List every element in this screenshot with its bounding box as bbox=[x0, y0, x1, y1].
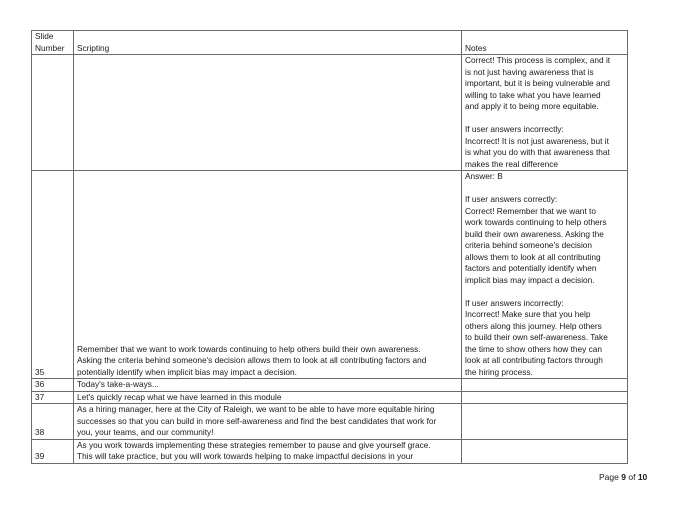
page-number bbox=[599, 472, 647, 482]
current-page: 9 bbox=[621, 472, 626, 482]
notes-header: Notes bbox=[462, 31, 628, 55]
scripting-cell bbox=[74, 439, 462, 463]
notes-line: is not just having awareness that is bbox=[465, 66, 594, 77]
scripting-line: As a hiring manager, here at the City of Raleigh, we want to be able to have more equitable hiring bbox=[77, 404, 435, 414]
slide-number-header bbox=[32, 31, 74, 55]
table-row bbox=[32, 379, 628, 392]
notes-line: implicit bias may impact a decision. bbox=[465, 274, 595, 285]
notes-line: and apply it to being more equitable. bbox=[465, 101, 599, 111]
notes-line: important, but it is being vulnerable and bbox=[465, 78, 610, 88]
notes-line bbox=[465, 286, 624, 298]
notes-line: makes the real difference bbox=[465, 158, 559, 169]
notes-line: Incorrect! Make sure that you help bbox=[465, 309, 591, 319]
notes-line: build their own awareness. Asking the bbox=[465, 228, 604, 239]
scripting-line: Remember that we want to work towards continuing to help others build their own awareness. bbox=[77, 343, 421, 354]
scripting-cell bbox=[74, 171, 462, 379]
table-row bbox=[32, 391, 628, 404]
slide-number-cell: 38 bbox=[32, 404, 74, 440]
scripting-line: successes so that you can build in more self-awareness and find the best candidates that work for bbox=[77, 415, 437, 426]
slide-number-cell: 37 bbox=[32, 391, 74, 404]
scripting-line: This will take practice, but you will work towards helping to make impactful decisions in your bbox=[77, 451, 414, 461]
notes-line: If user answers incorrectly: bbox=[465, 297, 564, 308]
scripting-line: Let's quickly recap what we have learned in this module bbox=[77, 391, 282, 402]
notes-line: others along this journey. Help others bbox=[465, 320, 602, 331]
notes-line: If user answers incorrectly: bbox=[465, 124, 564, 134]
table-row bbox=[32, 439, 628, 463]
scripting-line: you, your teams, and our community! bbox=[77, 427, 214, 437]
scripting-cell bbox=[74, 391, 462, 404]
total-pages: 10 bbox=[637, 472, 648, 482]
slide-number-cell: 35 bbox=[32, 171, 74, 379]
of-label: of bbox=[628, 472, 636, 482]
scripting-line: potentially identify when implicit bias may impact a decision. bbox=[77, 366, 297, 377]
notes-cell bbox=[462, 171, 628, 379]
scripting-line: Today's take-a-ways... bbox=[77, 379, 159, 389]
table-row bbox=[32, 171, 628, 379]
notes-cell bbox=[462, 404, 628, 440]
notes-line bbox=[465, 183, 624, 195]
table-header-row bbox=[32, 31, 628, 55]
notes-line: the hiring process. bbox=[465, 366, 533, 377]
notes-line: willing to take what you have learned bbox=[465, 89, 601, 100]
scripting-line: Asking the criteria behind someone's decision allows them to look at all contributing factors and bbox=[77, 355, 427, 365]
notes-cell bbox=[462, 391, 628, 404]
notes-line: is what you do with that awareness that bbox=[465, 147, 610, 157]
notes-line bbox=[465, 113, 624, 125]
notes-cell bbox=[462, 55, 628, 171]
notes-line: Answer: B bbox=[465, 171, 503, 181]
notes-line: Correct! This process is complex, and it bbox=[465, 55, 611, 65]
slide-header-line2: Number bbox=[35, 42, 65, 53]
page-label: Page bbox=[599, 472, 619, 482]
table-row bbox=[32, 55, 628, 171]
notes-line: criteria behind someone's decision bbox=[465, 240, 593, 250]
notes-line: factors and potentially identify when bbox=[465, 263, 597, 273]
notes-line: to build their own self-awareness. Take bbox=[465, 332, 608, 342]
notes-line: look at all contributing factors through bbox=[465, 355, 603, 365]
scripting-cell bbox=[74, 55, 462, 171]
notes-line: Incorrect! It is not just awareness, but it bbox=[465, 135, 609, 146]
scripting-header: Scripting bbox=[74, 31, 462, 55]
notes-cell bbox=[462, 379, 628, 392]
slide-number-cell bbox=[32, 55, 74, 171]
slide-header-line1: Slide bbox=[35, 31, 54, 41]
slide-number-cell: 39 bbox=[32, 439, 74, 463]
notes-cell bbox=[462, 439, 628, 463]
scripting-cell bbox=[74, 404, 462, 440]
notes-line: Correct! Remember that we want to bbox=[465, 205, 596, 216]
notes-line: work towards continuing to help others bbox=[465, 217, 607, 227]
notes-line: the time to show others how they can bbox=[465, 343, 602, 354]
script-table bbox=[31, 30, 628, 464]
notes-line: allows them to look at all contributing bbox=[465, 251, 601, 262]
scripting-cell bbox=[74, 379, 462, 392]
notes-line: If user answers correctly: bbox=[465, 194, 558, 204]
scripting-line: As you work towards implementing these strategies remember to pause and give yourself grace. bbox=[77, 439, 431, 450]
table-row bbox=[32, 404, 628, 440]
slide-number-cell: 36 bbox=[32, 379, 74, 392]
